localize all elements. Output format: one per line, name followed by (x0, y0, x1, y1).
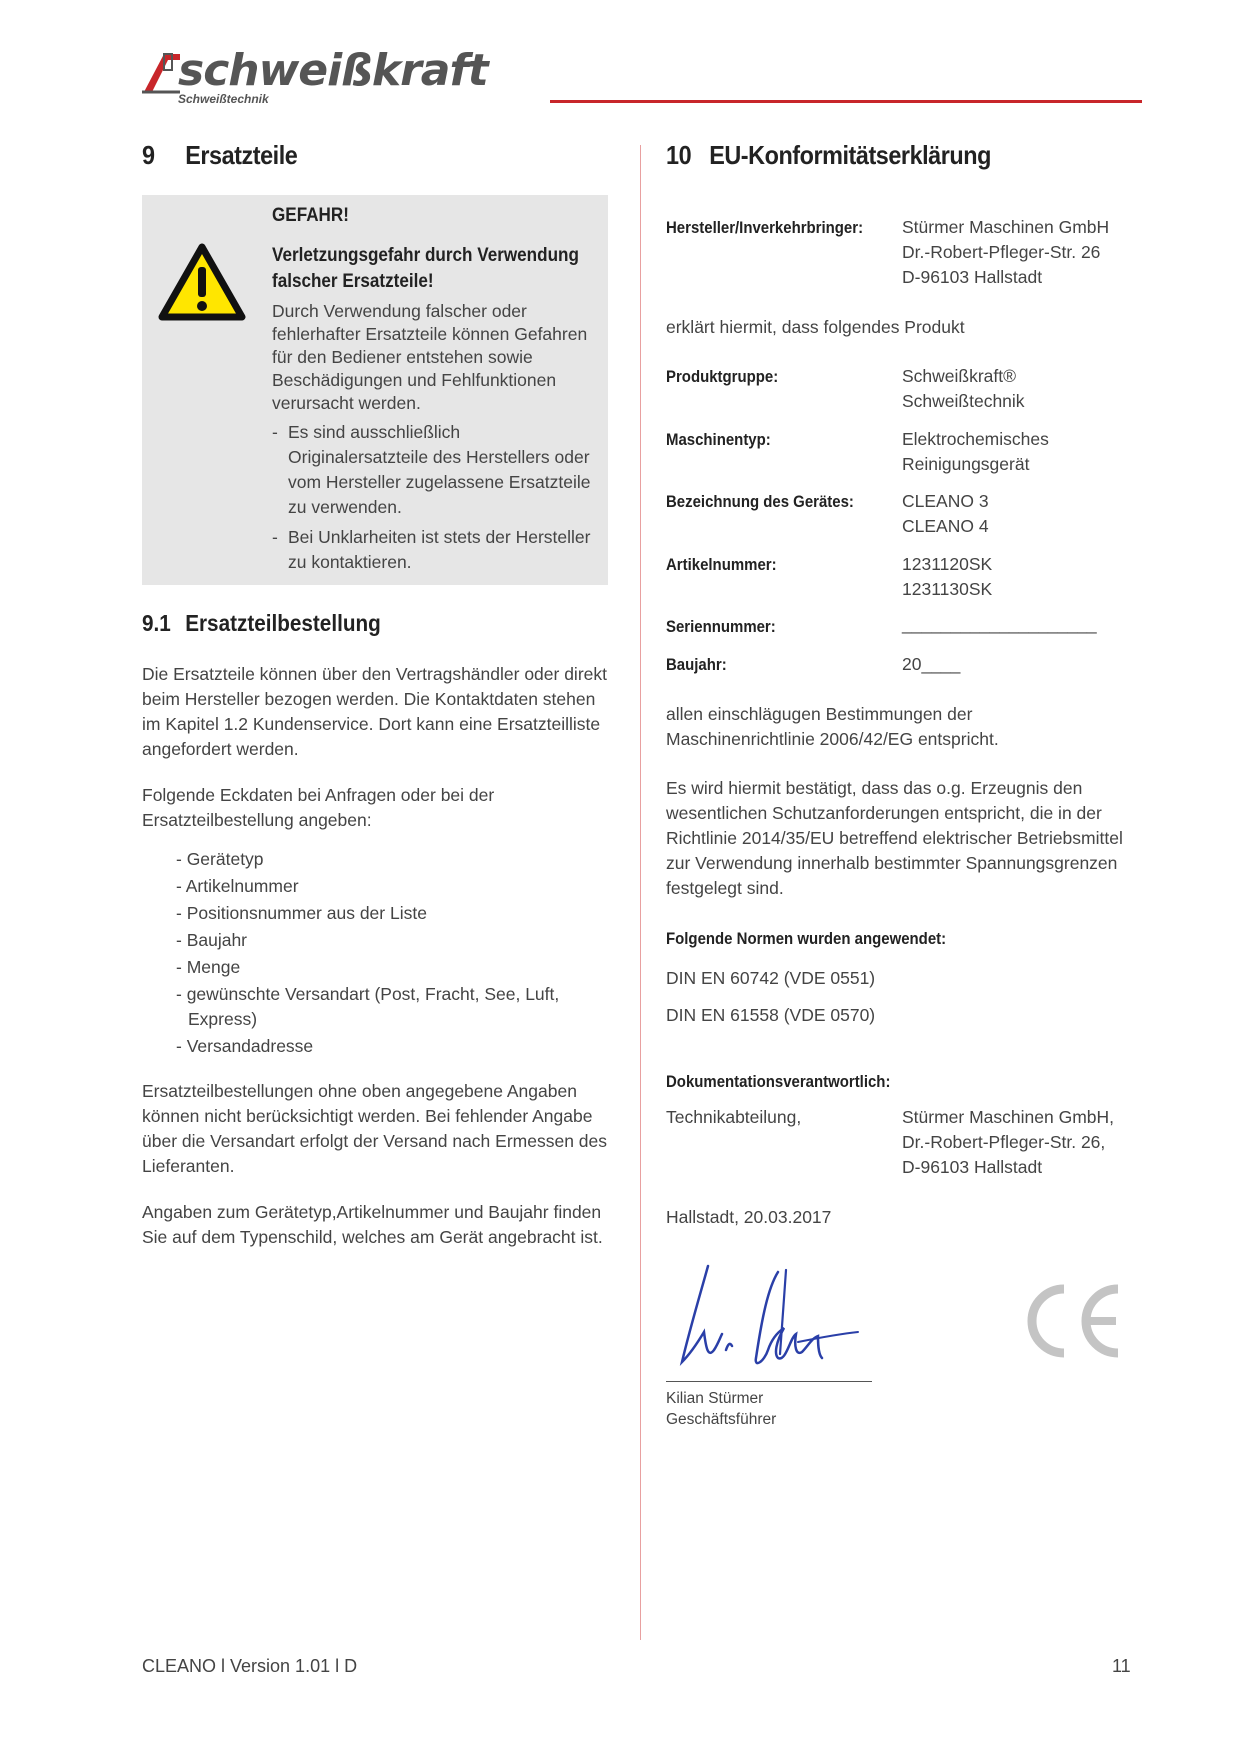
device-value: CLEANO 3 CLEANO 4 (902, 491, 989, 536)
list-item: - Artikelnummer (176, 876, 299, 896)
list-item: - Bei Unklarheiten ist stets der Hersteller zu kontaktieren. (272, 525, 602, 575)
documentation-address: Stürmer Maschinen GmbH, Dr.-Robert-Pfleger-Str. 26, D-96103 Hallstadt (902, 1107, 1115, 1177)
documentation-label: Dokumentationsverantwortlich: (666, 1072, 891, 1091)
signer-block (666, 1388, 776, 1430)
documentation-department: Technikabteilung, (666, 1107, 802, 1127)
section-number: 10 (666, 140, 692, 170)
product-group-label: Produktgruppe: (666, 367, 779, 386)
declaration-text: erklärt hiermit, dass folgendes Produkt (666, 317, 965, 337)
section-10-heading (666, 140, 991, 171)
conformity-machinery: allen einschlägugen Bestimmungen der Maschinenrichtlinie 2006/42/EG entspricht. (666, 704, 999, 749)
danger-text: Durch Verwendung falscher oder fehlerhafter Ersatzteile können Gefahren für den Bediener entstehen sowie Beschädigungen und Fehlfunktionen verursacht werden. (272, 301, 588, 413)
footer-version: CLEANO l Version 1.01 l D (142, 1656, 358, 1676)
paragraph-incomplete: Ersatzteilbestellungen ohne oben angegebene Angaben können nicht berücksichtigt werden. Bei fehlender Angabe über die Versandart erfolgt der Versand nach Ermessen des Lieferanten. (142, 1081, 607, 1176)
paragraph-details: Folgende Eckdaten bei Anfragen oder bei der Ersatzteilbestellung angeben: (142, 785, 495, 830)
norm-item: DIN EN 60742 (VDE 0551) (666, 968, 876, 988)
list-item: - gewünschte Versandart (Post, Fracht, See, Luft, Express) (176, 984, 560, 1029)
logo-wordmark: schweißkraft (178, 45, 488, 96)
serial-value: ____________________ (902, 614, 1097, 634)
article-value: 1231120SK 1231130SK (902, 554, 993, 599)
norms-label: Folgende Normen wurden angewendet: (666, 929, 947, 948)
section-title: Ersatzteilbestellung (185, 610, 381, 636)
column-divider (640, 145, 641, 1640)
paragraph-ordering: Die Ersatzteile können über den Vertragshändler oder direkt beim Hersteller bezogen werden. Die Kontaktdaten stehen im Kapitel 1.2 Kundenservice. Dort kann eine Ersatzteilliste angefordert werden. (142, 664, 607, 759)
norm-item: DIN EN 61558 (VDE 0570) (666, 1005, 876, 1025)
header-rule (550, 100, 1142, 103)
section-9-heading (142, 140, 297, 171)
list-item: - Versandadresse (176, 1036, 314, 1056)
place-date: Hallstadt, 20.03.2017 (666, 1207, 832, 1227)
paragraph-nameplate: Angaben zum Gerätetyp,Artikelnummer und Baujahr finden Sie auf dem Typenschild, welches am Gerät angebracht ist. (142, 1202, 603, 1247)
signer-role: Geschäftsführer (666, 1411, 777, 1428)
list-item: - Gerätetyp (176, 849, 264, 869)
serial-label: Seriennummer: (666, 617, 776, 636)
details-list (176, 846, 606, 1060)
year-value: 20____ (902, 654, 961, 674)
section-title: EU-Konformitätserklärung (709, 140, 991, 170)
page-number: 11 (1112, 1656, 1131, 1676)
signature-icon (668, 1258, 868, 1378)
product-group-value: Schweißkraft® Schweißtechnik (902, 366, 1025, 411)
danger-list (272, 420, 602, 580)
danger-subtitle: Verletzungsgefahr durch Verwendung falscher Ersatzteile! (272, 245, 579, 292)
schweisskraft-logo (142, 46, 528, 104)
manufacturer-value: Stürmer Maschinen GmbH Dr.-Robert-Pfleger-Str. 26 D-96103 Hallstadt (902, 217, 1110, 287)
signer-name: Kilian Stürmer (666, 1390, 764, 1407)
list-item: - Es sind ausschließlich Originalersatzteile des Herstellers oder vom Hersteller zugelassene Ersatzteile zu verwenden. (272, 420, 602, 520)
article-label: Artikelnummer: (666, 555, 777, 574)
machine-type-label: Maschinentyp: (666, 430, 771, 449)
danger-notice (142, 195, 608, 585)
danger-title: GEFAHR! (272, 205, 349, 226)
list-item: - Positionsnummer aus der Liste (176, 903, 427, 923)
conformity-low-voltage: Es wird hiermit bestätigt, dass das o.g. Erzeugnis den wesentlichen Schutzanforderungen entspricht, die in der Richtlinie 2014/35/EU betreffend elektrischer Betriebsmittel zur Verwendung innerhalb bestimmter Spannungsgrenzen festgelegt sind. (666, 778, 1123, 898)
warning-triangle-icon (158, 243, 246, 321)
device-label: Bezeichnung des Gerätes: (666, 492, 854, 511)
section-number: 9.1 (142, 610, 171, 636)
logo-mark-icon (142, 50, 182, 94)
manufacturer-label: Hersteller/Inverkehrbringer: (666, 218, 864, 237)
machine-type-value: Elektrochemisches Reinigungsgerät (902, 429, 1049, 474)
ce-mark-icon (1020, 1283, 1124, 1359)
year-label: Baujahr: (666, 655, 727, 674)
list-item: - Baujahr (176, 930, 248, 950)
signature-line (666, 1381, 872, 1382)
logo-subtitle: Schweißtechnik (178, 92, 269, 106)
section-number: 9 (142, 140, 155, 170)
list-item: - Menge (176, 957, 241, 977)
section-title: Ersatzteile (185, 140, 298, 170)
section-9-1-heading (142, 610, 381, 637)
